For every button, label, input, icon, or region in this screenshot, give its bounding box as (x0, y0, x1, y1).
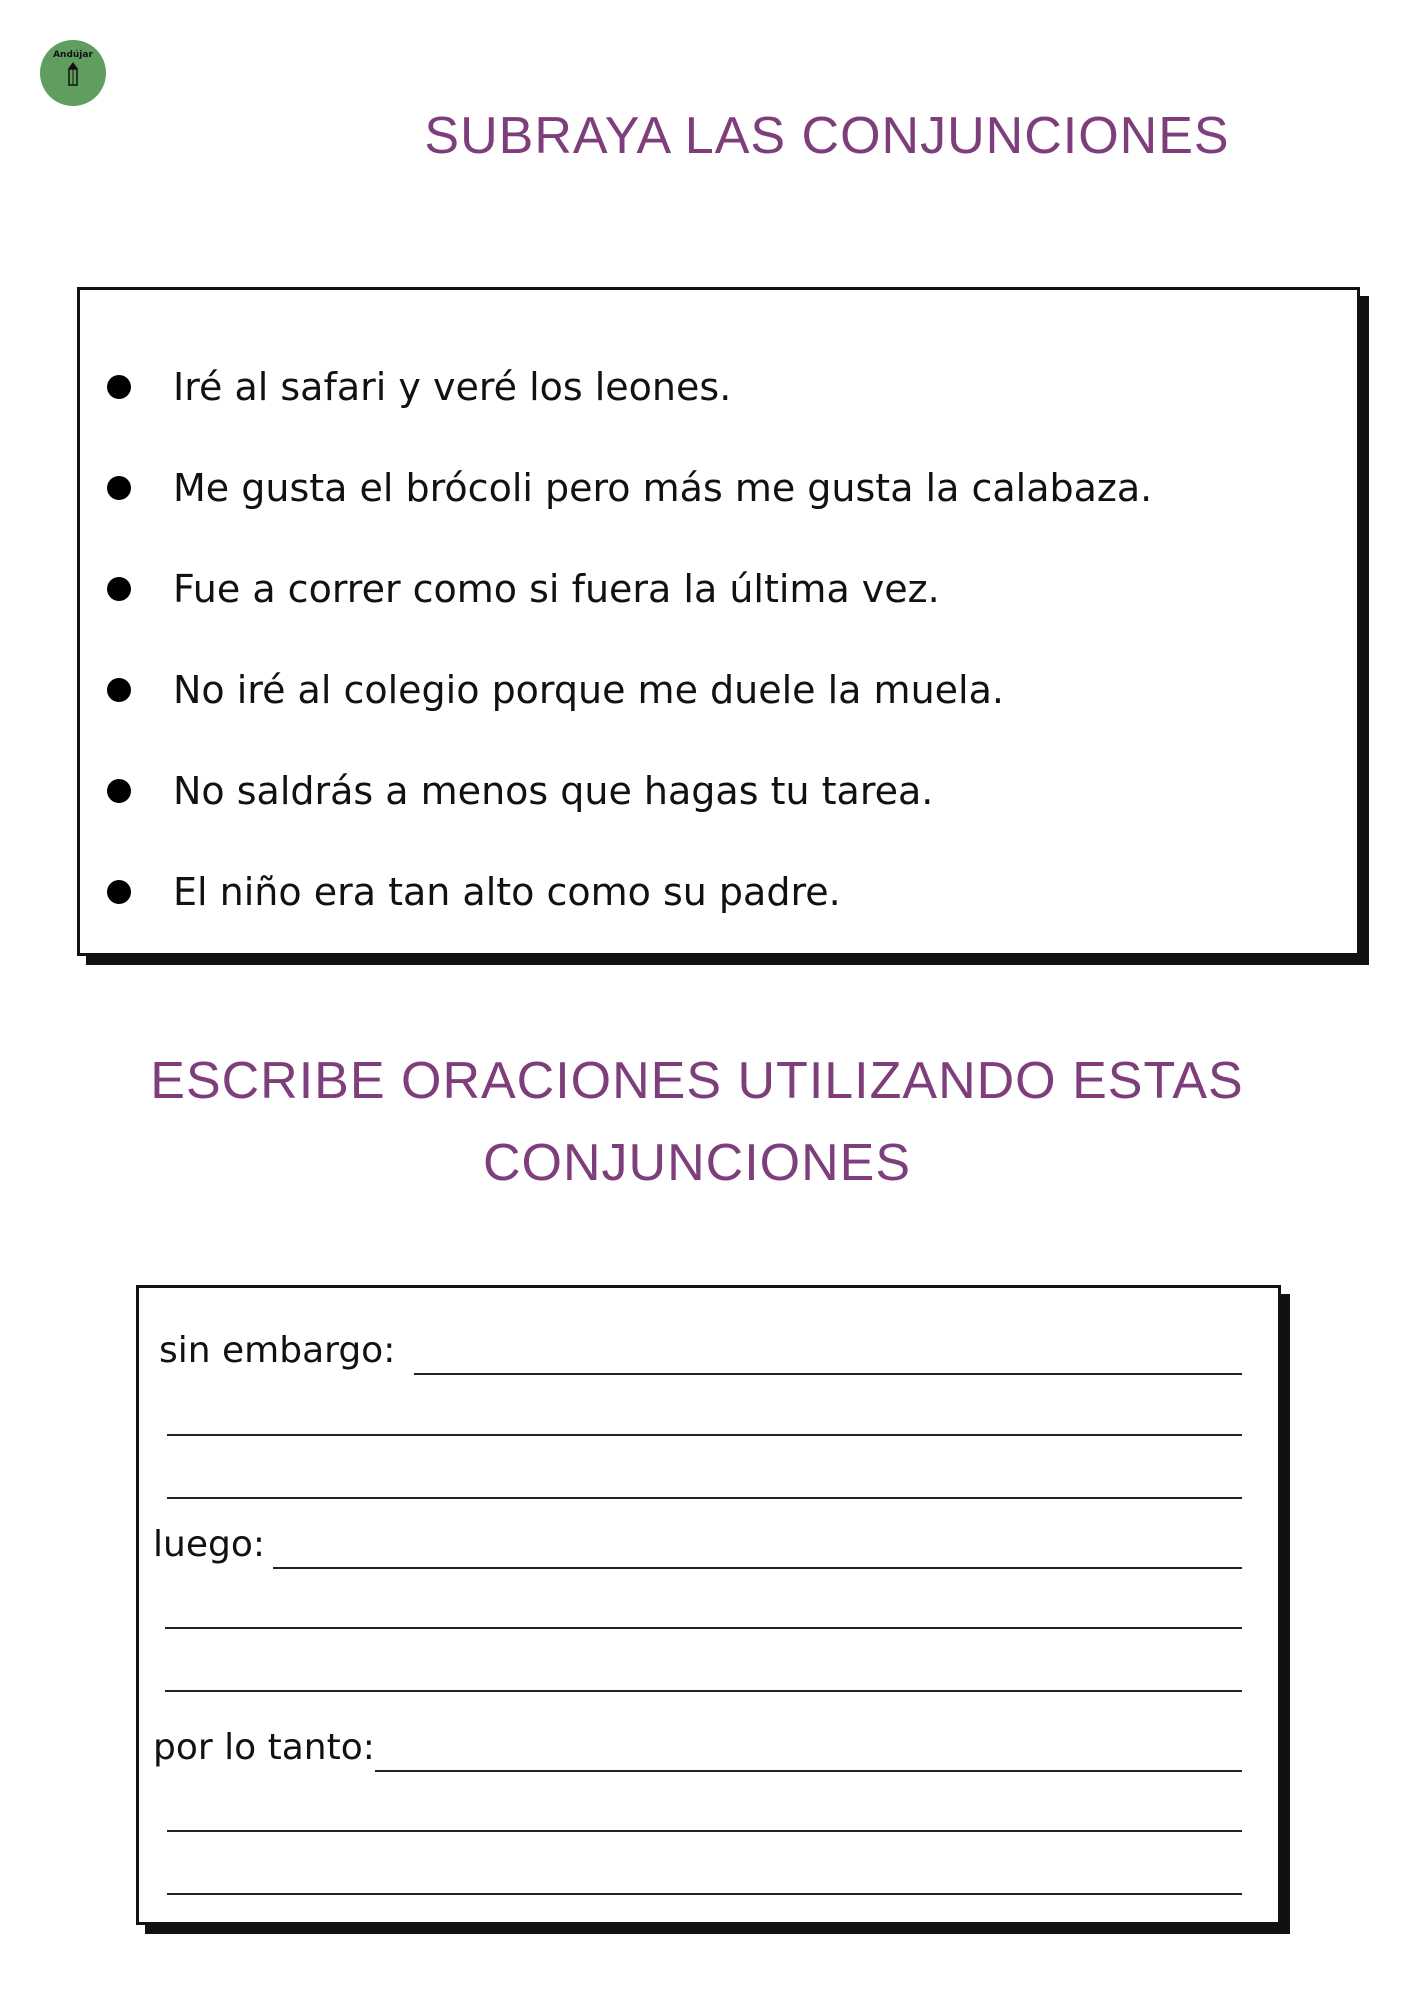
writing-row (159, 1851, 1242, 1895)
bullet-icon (107, 779, 131, 803)
bullet-icon (107, 577, 131, 601)
answer-line[interactable] (167, 1434, 1242, 1436)
list-item (107, 336, 1152, 437)
writing-row (159, 1331, 1242, 1375)
sentence-text[interactable]: Me gusta el brócoli pero más me gusta la calabaza. (173, 465, 1153, 510)
answer-line[interactable] (167, 1830, 1242, 1832)
writing-row (159, 1648, 1242, 1692)
answer-line[interactable] (273, 1567, 1242, 1569)
sentence-text[interactable]: El niño era tan alto como su padre. (173, 869, 841, 914)
writing-row (159, 1455, 1242, 1499)
list-item (107, 740, 1152, 841)
answer-line[interactable] (375, 1770, 1242, 1772)
bullet-icon (107, 375, 131, 399)
logo-text: Andújar (53, 50, 93, 60)
conjunction-label: por lo tanto: (153, 1727, 375, 1768)
page-title: SUBRAYA LAS CONJUNCIONES (424, 107, 1230, 165)
writing-row (153, 1728, 1242, 1772)
writing-row (153, 1525, 1242, 1569)
answer-line[interactable] (414, 1373, 1242, 1375)
answer-line[interactable] (165, 1627, 1242, 1629)
answer-line[interactable] (167, 1497, 1242, 1499)
section-heading-line2: CONJUNCIONES (482, 1134, 912, 1192)
sentences-box (77, 287, 1360, 956)
bullet-icon (107, 476, 131, 500)
sentence-list (107, 336, 1152, 942)
sentence-text[interactable]: No saldrás a menos que hagas tu tarea. (173, 768, 934, 813)
writing-row (159, 1585, 1242, 1629)
bullet-icon (107, 678, 131, 702)
writing-row (159, 1788, 1242, 1832)
bullet-icon (107, 880, 131, 904)
sentence-text[interactable]: Iré al safari y veré los leones. (173, 364, 732, 409)
list-item (107, 841, 1152, 942)
logo (40, 40, 106, 106)
conjunction-label: sin embargo: (159, 1330, 396, 1371)
sentence-text[interactable]: No iré al colegio porque me duele la muela. (173, 667, 1004, 712)
list-item (107, 639, 1152, 740)
writing-box (136, 1285, 1281, 1925)
answer-line[interactable] (165, 1690, 1242, 1692)
section-heading (0, 1040, 1404, 1204)
pencil-icon (67, 62, 79, 88)
conjunction-label: luego: (153, 1524, 265, 1565)
sentence-text[interactable]: Fue a correr como si fuera la última vez. (173, 566, 940, 611)
writing-row (159, 1392, 1242, 1436)
list-item (107, 437, 1152, 538)
list-item (107, 538, 1152, 639)
section-heading-line1: ESCRIBE ORACIONES UTILIZANDO ESTAS (150, 1052, 1244, 1110)
answer-line[interactable] (167, 1893, 1242, 1895)
